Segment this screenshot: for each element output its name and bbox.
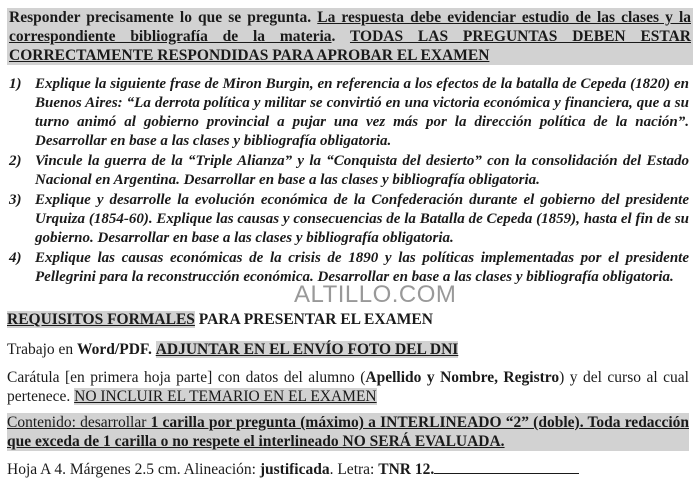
requirements-title [7,311,433,329]
req-text: Trabajo en [7,341,78,358]
intro-sentence-1: Responder precisamente lo que se pregunta. [9,9,318,26]
intro-separator: . [331,28,350,45]
req-text: Hoja A 4. Márgenes 2.5 cm. Alineación: [7,461,260,478]
question-item [9,75,689,151]
intro-instructions [7,8,693,65]
requirement-content [7,413,689,451]
question-number: 4) [9,250,22,266]
req-text: . Letra: [329,461,379,478]
req-text: ) y del curso al cual pertenece. [7,369,689,405]
question-number: 3) [9,192,22,208]
question-list [9,75,689,288]
req-bold: Word/PDF. [77,341,152,358]
question-text: Explique la siguiente frase de Miron Burgin, en referencia a los efectos de la batalla de Cepeda (1820) en Buenos Aires: “La derrota política y militar se convirtió en una victoria económica y financiera, que a su turno animó al gobierno provincial a pujar una vez más por la dirección política de la nación”. Desarrollar en base a las clases y bibliografía obligatoria. [35,76,689,149]
req-bold: Apellido y Nombre, Registro [365,369,560,386]
intro-sentence-3: TODAS LAS PREGUNTAS DEBEN ESTAR CORRECTAMENTE RESPONDIDAS PARA APROBAR EL EXAMEN [9,28,691,64]
req-bold: TNR 12. [378,461,435,478]
req-highlight: ADJUNTAR EN EL ENVÍO FOTO DEL DNI [155,341,459,358]
intro-sentence-2: La respuesta debe evidenciar estudio de las clases y la correspondiente bibliografía de la materia [9,9,691,45]
req-text: Carátula [en primera hoja parte] con datos del alumno ( [7,369,366,386]
question-text: Explique las causas económicas de la crisis de 1890 y las políticas implementadas por el presidente Pellegrini para la reconstrucción económica. Desarrollar en base a las clases y bibliografía obligatoria. [35,250,689,285]
question-text: Explique y desarrolle la evolución económica de la Confederación durante el gobierno del presidente Urquiza (1854-60). Explique las causas y consecuencias de la Batalla de Cepeda (1859), hasta el fin de su gobierno. Desarrollar en base a las clases y bibliografía obligatoria. [35,192,689,246]
requirement-page-setup [7,460,689,479]
req-text: : desarrollar [71,414,151,431]
req-highlight: NO INCLUIR EL TEMARIO EN EL EXAMEN [74,388,377,405]
question-text: Vincule la guerra de la “Triple Alianza” y la “Conquista del desierto” con la consolidación del Estado Nacional en Argentina. Desarrollar en base a las clases y bibliografía obligatoria. [35,153,689,188]
signature-rule [434,461,579,474]
requirements-title-highlight: REQUISITOS FORMALES [7,311,195,328]
question-item [9,191,689,248]
req-bold: . Toda redacción que exceda de 1 carilla o no respete el interlineado NO SERÁ EVALUADA. [7,414,689,450]
question-number: 2) [9,153,22,169]
requirement-format [7,340,689,359]
req-text: Contenido [7,414,72,431]
question-item [9,152,689,190]
watermark: ALTILLO.COM [294,281,457,308]
requirement-cover [7,368,689,406]
req-bold: justificada [259,461,330,478]
req-bold: 1 carilla por pregunta (máximo) a INTERLINEADO “2” (doble) [150,414,580,431]
question-number: 1) [9,76,22,92]
requirements-title-rest: PARA PRESENTAR EL EXAMEN [194,311,433,328]
